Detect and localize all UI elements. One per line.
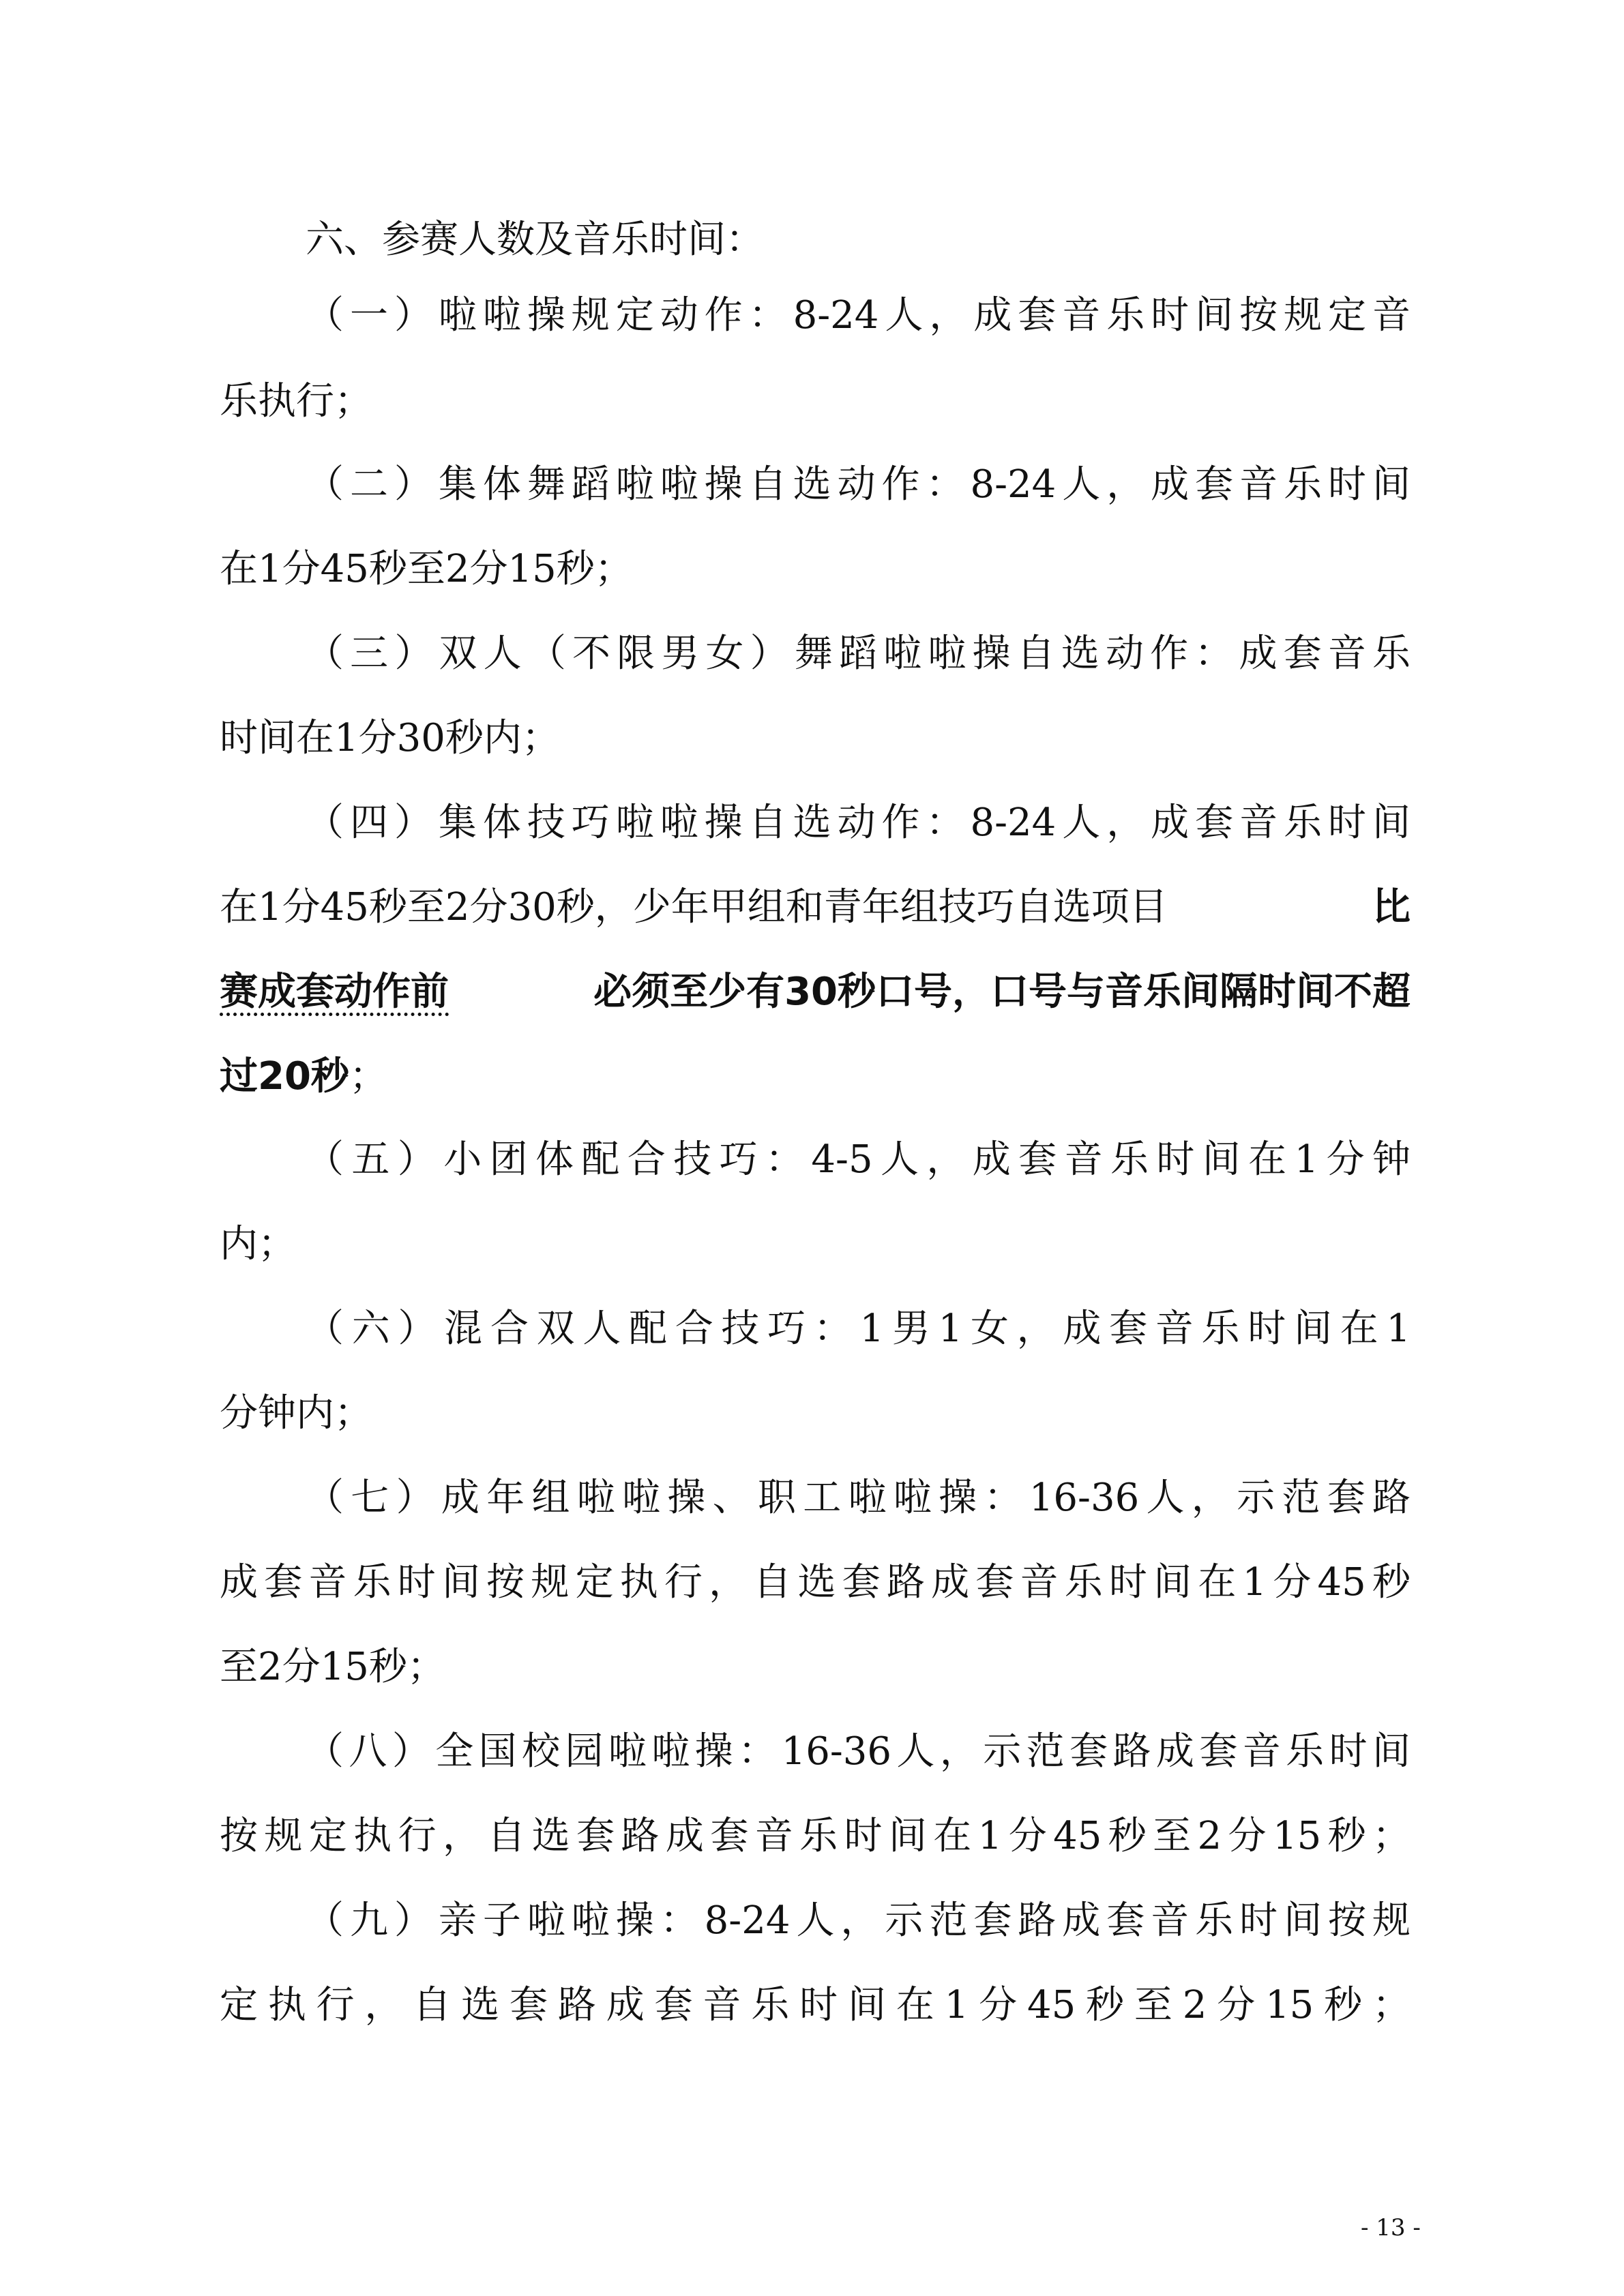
item-4-line-4-bold: 过20秒 [220,1054,349,1099]
item-2-line-2: 在1分45秒至2分15秒； [220,547,633,591]
item-7-line-1: （七）成年组啦啦操、职工啦啦操：16-36人，示范套路 [306,1476,1411,1520]
item-4-line-4 [220,1054,387,1099]
item-4-line-4-normal: ； [349,1054,387,1099]
item-5-line-2: 内； [220,1222,296,1266]
item-9-line-2: 定执行，自选套路成套音乐时间在1分45秒至2分15秒； [220,1983,1411,2027]
item-4-line-2-normal: 在1分45秒至2分30秒，少年甲组和青年组技巧自选项目 [220,885,1168,929]
item-4-line-1: （四）集体技巧啦啦操自选动作：8-24人，成套音乐时间 [306,801,1411,845]
item-4-line-3 [220,970,1411,1014]
page-number: - 13 - [1361,2214,1421,2241]
section-heading: 六、参赛人数及音乐时间： [306,218,764,262]
item-9-line-1: （九）亲子啦啦操：8-24人，示范套路成套音乐时间按规 [306,1898,1411,1943]
item-1-line-1: （一）啦啦操规定动作：8-24人，成套音乐时间按规定音 [306,293,1411,338]
item-8-line-1: （八）全国校园啦啦操：16-36人，示范套路成套音乐时间 [306,1729,1411,1774]
item-4-line-3-emphasis: 赛成套动作前 [220,970,449,1014]
item-4-line-3-bold: 必须至少有30秒口号，口号与音乐间隔时间不超 [593,970,1411,1014]
item-3-line-1: （三）双人（不限男女）舞蹈啦啦操自选动作：成套音乐 [306,631,1411,676]
item-6-line-2: 分钟内； [220,1391,372,1435]
item-7-line-3: 至2分15秒； [220,1645,445,1689]
item-4-line-2-bold: 比 [1372,885,1411,929]
item-6-line-1: （六）混合双人配合技巧：1男1女，成套音乐时间在1 [306,1307,1411,1351]
item-1-line-2: 乐执行； [220,379,372,423]
item-3-line-2: 时间在1分30秒内； [220,716,560,760]
item-7-line-2: 成套音乐时间按规定执行，自选套路成套音乐时间在1分45秒 [220,1560,1411,1605]
item-4-line-2 [220,885,1411,929]
item-5-line-1: （五）小团体配合技巧：4-5人，成套音乐时间在1分钟 [306,1137,1411,1182]
item-8-line-2: 按规定执行，自选套路成套音乐时间在1分45秒至2分15秒； [220,1814,1411,1858]
item-2-line-1: （二）集体舞蹈啦啦操自选动作：8-24人，成套音乐时间 [306,462,1411,507]
